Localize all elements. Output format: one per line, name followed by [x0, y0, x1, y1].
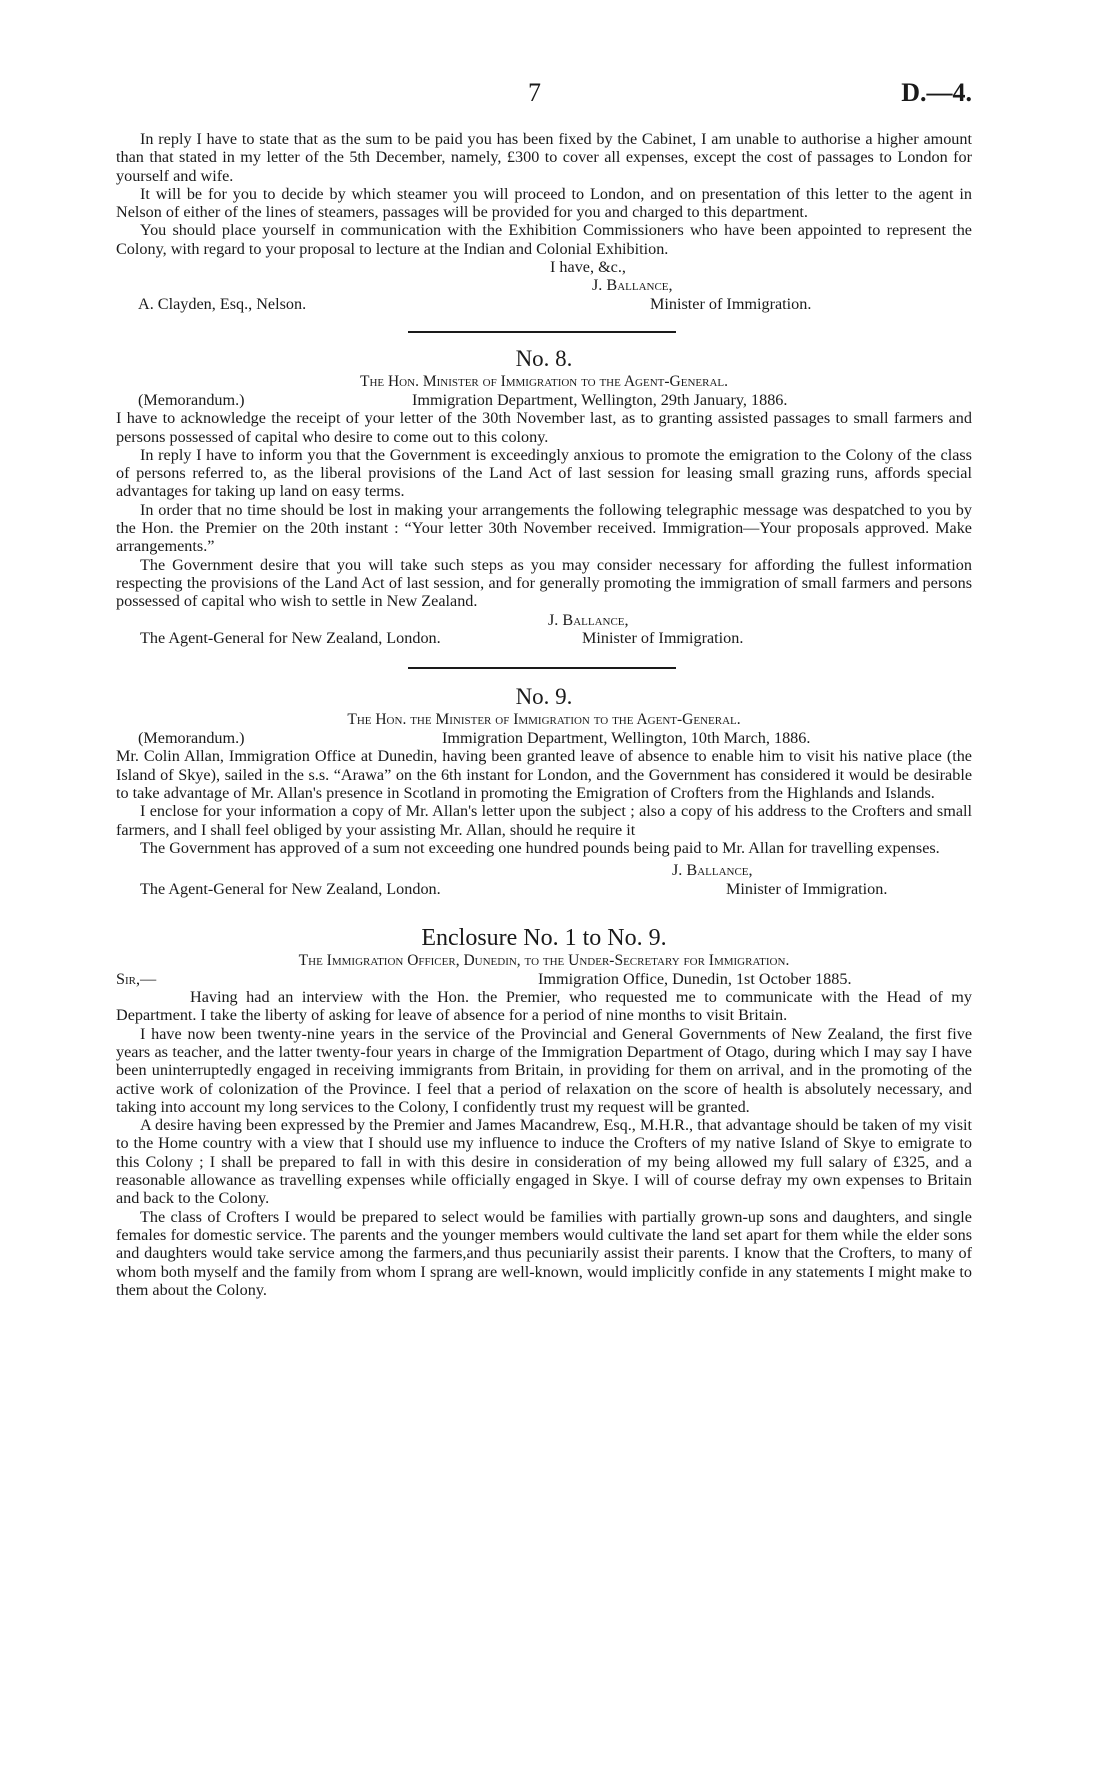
signature-row — [116, 276, 972, 294]
dateline-row — [116, 729, 972, 747]
memorandum-label: (Memorandum.) — [138, 390, 245, 409]
paragraph: In order that no time should be lost in making your arrangements the following telegraphic message was despatched to you by the Hon. the Premier on the 20th instant : “Your letter 30th November received. Immigration—Your proposals approved. Make arrangements.” — [116, 500, 972, 556]
signatory-title: Minister of Immigration. — [726, 879, 888, 898]
paragraph: It will be for you to decide by which steamer you will proceed to London, and on presentation of this letter to the agent in Nelson of either of the lines of steamers, passages will be provided for you and charged to this department. — [116, 184, 972, 222]
closing: I have, &c., — [550, 258, 626, 277]
salutation: Sir,— — [116, 969, 157, 988]
dateline-row — [116, 970, 972, 988]
section-enclosure — [116, 924, 972, 1299]
addressee: The Agent-General for New Zealand, London. — [140, 628, 441, 647]
section-no-8 — [116, 345, 972, 647]
signature: J. Ballance, — [548, 610, 629, 629]
addressee: The Agent-General for New Zealand, London. — [140, 879, 441, 898]
dateline-row — [116, 391, 972, 409]
addressee-row — [116, 295, 972, 313]
paragraph: Mr. Colin Allan, Immigration Office at Dunedin, having been granted leave of absence to enable him to visit his native place (the Island of Skye), sailed in the s.s. “Arawa” on the 6th instant for London, and the Government has considered it would be desirable to take advantage of Mr. Allan's presence in Scotland in promoting the Emigration of Crofters from the Highlands and Islands. — [116, 747, 972, 803]
document-reference: D.—4. — [901, 78, 972, 107]
paragraph: The class of Crofters I would be prepared to select would be families with partially grown-up sons and daughters, and single females for domestic service. The parents and the younger members would cultivate the land set apart for them while the elder sons and daughters would take service among the farmers,and thus pecuniarily assist their parents. I know that the Crofters, to many of whom both myself and the family from whom I sprang are well-known, would implicitly confide in any statements I might make to them about the Colony. — [116, 1207, 972, 1299]
memorandum-label: (Memorandum.) — [138, 729, 245, 748]
paragraph: In reply I have to state that as the sum to be paid you has been fixed by the Cabinet, I am unable to authorise a higher amount than that stated in my letter of the 5th December, namely, £300 to cover all expenses, except the cost of passages to London for yourself and wife. — [116, 130, 972, 185]
signatory-title: Minister of Immigration. — [650, 294, 812, 313]
section-heading: No. 8. — [515, 345, 573, 371]
addressee-row — [116, 629, 972, 647]
section-heading: No. 9. — [515, 684, 573, 710]
paragraph: I enclose for your information a copy of Mr. Allan's letter upon the subject ; also a copy of his address to the Crofters and small farmers, and I shall feel obliged by your assisting Mr. Allan, should he require it — [116, 802, 972, 839]
addressee-row — [116, 880, 972, 898]
section-heading: Enclosure No. 1 to No. 9. — [421, 924, 667, 951]
signature: J. Ballance, — [592, 276, 673, 295]
section-divider — [408, 667, 676, 669]
section-divider — [408, 331, 676, 333]
signatory-title: Minister of Immigration. — [582, 628, 744, 647]
letter-continuation — [116, 130, 972, 313]
paragraph: A desire having been expressed by the Premier and James Macandrew, Esq., M.H.R., that advantage should be taken of my visit to the Home country with a view that I should use my influence to induce the Crofters of my native Island of Skye to emigrate to this Colony ; I shall be prepared to fall in with this desire in consideration of my being allowed my full salary of £325, and a reasonable allowance as travelling expenses while officially engaged in Skye. I will of course defray my own expenses to Britain and back to the Colony. — [116, 1116, 972, 1208]
paragraph: In reply I have to inform you that the Government is exceedingly anxious to promote the emigration to the Colony of the class of persons referred to, as the liberal provisions of the Land Act of last session for leasing small grazing runs, affords special advantages for taking up land on easy terms. — [116, 445, 972, 501]
paragraph: I have to acknowledge the receipt of your letter of the 30th November last, as to granting assisted passages to small farmers and persons possessed of capital who desire to come out to this colony. — [116, 409, 972, 446]
section-subheading: The Immigration Officer, Dunedin, to the Under-Secretary for Immigration. — [298, 951, 790, 969]
dateline: Immigration Department, Wellington, 10th March, 1886. — [442, 729, 811, 748]
section-subheading: The Hon. the Minister of Immigration to the Agent-General. — [347, 711, 741, 729]
dateline: Immigration Office, Dunedin, 1st October 1885. — [538, 969, 852, 988]
section-subheading: The Hon. Minister of Immigration to the Agent-General. — [359, 372, 728, 390]
paragraph: You should place yourself in communication with the Exhibition Commissioners who have been appointed to represent the Colony, with regard to your proposal to lecture at the Indian and Colonial Exhibition. — [116, 221, 972, 258]
page-header — [0, 78, 1114, 114]
paragraph: The Government has approved of a sum not exceeding one hundred pounds being paid to Mr. Allan for travelling expenses. — [140, 838, 940, 857]
section-no-9 — [116, 683, 972, 898]
signature-row — [116, 611, 972, 629]
page-number: 7 — [528, 78, 541, 107]
closing-row — [116, 258, 972, 276]
addressee: A. Clayden, Esq., Nelson. — [138, 294, 307, 313]
page-body — [116, 130, 972, 1299]
signature-row — [116, 861, 972, 879]
paragraph: I have now been twenty-nine years in the service of the Provincial and General Governments of New Zealand, the first five years as teacher, and the latter twenty-four years in charge of the Immigration Department of Otago, during which I may say I have been uninterruptedly engaged in receiving immigrants from Britain, in providing for them on arrival, and in the promoting of the active work of colonization of the Province. I feel that a period of relaxation on the score of health is absolutely necessary, and taking into account my long services to the Colony, I confidently trust my request will be granted. — [116, 1024, 972, 1116]
signature: J. Ballance, — [672, 861, 753, 880]
paragraph: Having had an interview with the Hon. the Premier, who requested me to communicate with the Head of my Department. I take the liberty of asking for leave of absence for a period of nine months to visit Britain. — [116, 988, 972, 1025]
paragraph: The Government desire that you will take such steps as you may consider necessary for affording the fullest information respecting the provisions of the Land Act of last session, and for generally promoting the immigration of small farmers and persons possessed of capital who wish to settle in New Zealand. — [116, 555, 972, 611]
dateline: Immigration Department, Wellington, 29th January, 1886. — [412, 390, 788, 409]
